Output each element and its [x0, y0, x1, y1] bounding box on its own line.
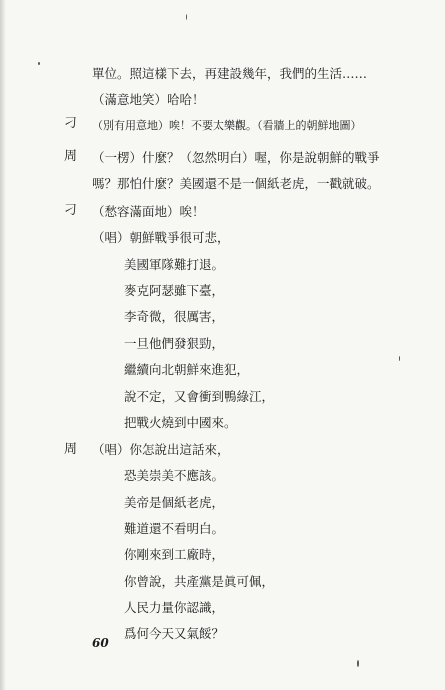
verse-line: （唱）朝鮮戰爭很可悲，	[92, 230, 230, 245]
speaker-diao: 刁	[64, 116, 78, 131]
scan-edge	[0, 0, 6, 690]
verse-line: 你剛來到工廠時，	[124, 547, 225, 562]
verse-line: 你曾說，共產黨是眞可佩，	[124, 574, 275, 589]
scan-speck	[38, 62, 40, 65]
verse-line: （唱）你怎說出這話來，	[92, 442, 230, 457]
verse-line: 難道還不看明白。	[124, 521, 225, 536]
text-line: 單位。照這樣下去，再建設幾年，我們的生活……	[92, 66, 368, 81]
scan-speck	[399, 356, 400, 361]
text-line: （愁容滿面地）唉！	[92, 204, 205, 219]
verse-line: 繼續向北朝鮮來進犯，	[124, 362, 250, 377]
scan-speck	[357, 660, 359, 667]
speaker-zhou: 周	[64, 442, 78, 457]
text-line: 嗎？那怕什麼？美國還不是一個紙老虎，一戳就破。	[92, 176, 380, 191]
verse-line: 恐美崇美不應該。	[124, 468, 225, 483]
verse-line: 李奇微，很厲害，	[124, 309, 225, 324]
verse-line: 爲何今天又氣餒？	[124, 626, 225, 641]
verse-line: 美國軍隊難打退。	[124, 257, 225, 272]
text-line: （一楞）什麼？（忽然明白）喔，你是說朝鮮的戰爭	[92, 150, 380, 165]
text-line: （滿意地笑）哈哈！	[92, 92, 205, 107]
speaker-diao: 刁	[64, 203, 78, 218]
verse-line: 美帝是個紙老虎，	[124, 495, 225, 510]
scan-speck	[186, 14, 187, 20]
text-line: （別有用意地）唉！不要太樂觀。（看牆上的朝鮮地圖）	[92, 119, 362, 132]
speaker-zhou: 周	[64, 149, 78, 164]
verse-line: 人民力量你認識，	[124, 600, 225, 615]
page-number: 60	[92, 636, 109, 650]
verse-line: 把戰火燒到中國來。	[124, 415, 237, 430]
verse-line: 說不定，又會衝到鴨綠江，	[124, 389, 275, 404]
verse-line: 一旦他們發狠勁，	[124, 336, 225, 351]
verse-line: 麥克阿瑟雖下臺，	[124, 283, 225, 298]
